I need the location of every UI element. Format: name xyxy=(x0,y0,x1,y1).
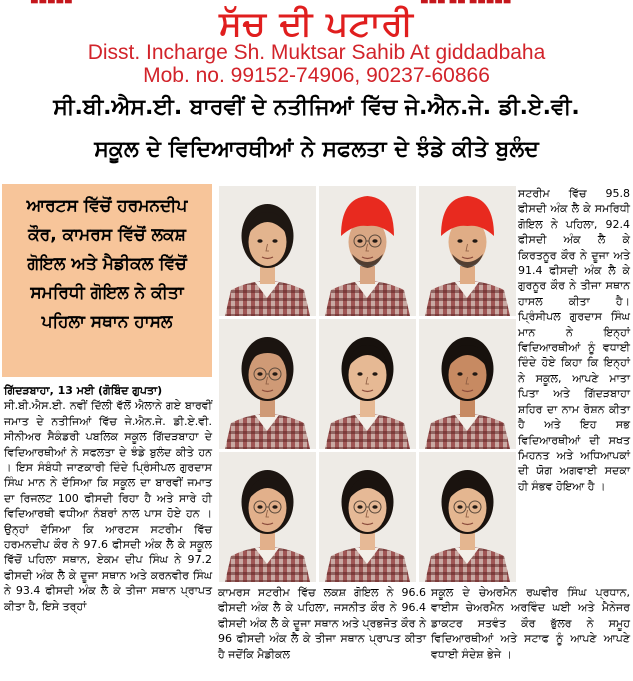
highlight-text: ਆਰਟਸ ਵਿੱਚੋਂ ਹਰਮਨਦੀਪ ਕੌਰ, ਕਾਮਰਸ ਵਿੱਚੋਂ ਲਕਸ਼ ਗੋਇਲ ਅਤੇ ਮੈਡੀਕਲ ਵਿੱਚੋਂ ਸਮਰਿਧੀ ਗੋਇਲ ਨੇ ਕੀਤਾ ਪਹਿਲਾ ਸਥਾਨ ਹਾਸਲ xyxy=(26,196,188,332)
student-photo xyxy=(419,319,516,449)
article-bottom-right: ਸਕੂਲ ਦੇ ਚੇਅਰਮੈਨ ਰਘਵੀਰ ਸਿੰਘ ਪ੍ਰਧਾਨ, ਵਾਈਸ ਚੇਅਰਮੈਨ ਅਰਵਿੰਦ ਘਈ ਅਤੇ ਮੈਨੇਜਰ ਡਾਕਟਰ ਸਤਵੰਤ ਕੌਰ ਭੁੱਲਰ ਨੇ ਸਮੂਹ ਵਿਦਿਆਰਥੀਆਂ ਅਤੇ ਸਟਾਫ ਨੂੰ ਆਪਣੇ ਆਪਣੇ ਵਧਾਈ ਸੰਦੇਸ਼ ਭੇਜੇ । xyxy=(431,586,630,661)
student-photo xyxy=(319,452,416,582)
mobile-numbers-line: Mob. no. 99152-74906, 90237-60866 xyxy=(143,64,490,87)
student-photo xyxy=(419,452,516,582)
article-column-1 xyxy=(4,383,212,614)
strip-mark-right: ▬▬▬ ▬▬ ▬▬▬▬▬ xyxy=(420,0,512,7)
article-bottom-middle: ਕਾਮਰਸ ਸਟਰੀਮ ਵਿੱਚ ਲਕਸ਼ ਗੋਇਲ ਨੇ 96.6 ਫੀਸਦੀ ਅੰਕ ਲੈ ਕੇ ਪਹਿਲਾ, ਜਸਨੀਤ ਕੌਰ ਨੇ 96.4 ਫੀਸਦੀ ਅੰਕ ਲੈ ਕੇ ਦੂਜਾ ਸਥਾਨ ਅਤੇ ਪ੍ਰਭਜੋਤ ਕੌਰ ਨੇ 96 ਫੀਸਦੀ ਅੰਕ ਲੈ ਕੇ ਤੀਜਾ ਸਥਾਨ ਪ੍ਰਾਪਤ ਕੀਤਾ ਹੈ ਜਦੋਂਕਿ ਮੈਡੀਕਲ xyxy=(218,586,426,661)
article-body-col1: ਸੀ.ਬੀ.ਐਸ.ਈ. ਨਵੀਂ ਦਿੱਲੀ ਵੱਲੋਂ ਐਲਾਨੇ ਗਏ ਬਾਰਵੀਂ ਜਮਾਤ ਦੇ ਨਤੀਜਿਆਂ ਵਿੱਚ ਜੇ.ਐਨ.ਜੇ. ਡੀ.ਏ.ਵੀ. ਸੀਨੀਅਰ ਸੈਕੰਡਰੀ ਪਬਲਿਕ ਸਕੂਲ ਗਿੱਦੜਬਾਹਾ ਦੇ ਵਿਦਿਆਰਥੀਆਂ ਨੇ ਸਫਲਤਾ ਦੇ ਝੰਡੇ ਬੁਲੰਦ ਕੀਤੇ ਹਨ । ਇਸ ਸੰਬੰਧੀ ਜਾਣਕਾਰੀ ਦਿੰਦੇ ਪ੍ਰਿੰਸੀਪਲ ਗੁਰਦਾਸ ਸਿੰਘ ਮਾਨ ਨੇ ਦੱਸਿਆ ਕਿ ਸਕੂਲ ਦਾ ਬਾਰਵੀਂ ਜਮਾਤ ਦਾ ਰਿਜਲਟ 100 ਫੀਸਦੀ ਰਿਹਾ ਹੈ ਅਤੇ ਸਾਰੇ ਹੀ ਵਿਦਿਆਰਥੀ ਵਧੀਆ ਨੰਬਰਾਂ ਨਾਲ ਪਾਸ ਹੋਏ ਹਨ । ਉਨ੍ਹਾਂ ਦੱਸਿਆ ਕਿ ਆਰਟਸ ਸਟਰੀਮ ਵਿੱਚ ਹਰਮਨਦੀਪ ਕੌਰ ਨੇ 97.6 ਫੀਸਦੀ ਅੰਕ ਲੈ ਕੇ ਸਕੂਲ ਵਿੱਚੋਂ ਪਹਿਲਾ ਸਥਾਨ, ਏਕਮ ਦੀਪ ਸਿੰਘ ਨੇ 97.2 ਫੀਸਦੀ ਅੰਕ ਲੈ ਕੇ ਦੂਜਾ ਸਥਾਨ ਅਤੇ ਕਰਨਵੀਰ ਸਿੰਘ ਨੇ 93.4 ਫੀਸਦੀ ਅੰਕ ਲੈ ਕੇ ਤੀਜਾ ਸਥਾਨ ਪ੍ਰਾਪਤ ਕੀਤਾ ਹੈ, ਇਸੇ ਤਰ੍ਹਾਂ xyxy=(4,399,212,613)
student-photo xyxy=(419,186,516,316)
headline-line-2: ਸਕੂਲ ਦੇ ਵਿਦਿਆਰਥੀਆਂ ਨੇ ਸਫਲਤਾ ਦੇ ਝੰਡੇ ਕੀਤੇ ਬੁਲੰਦ xyxy=(94,137,539,162)
highlight-box xyxy=(2,184,212,377)
district-incharge-line: Disst. Incharge Sh. Muktsar Sahib At giddadbaha xyxy=(87,41,546,64)
student-photo-grid xyxy=(219,186,516,582)
article-column-3: ਸਟਰੀਮ ਵਿੱਚ 95.8 ਫੀਸਦੀ ਅੰਕ ਲੈ ਕੇ ਸਮਰਿਧੀ ਗੋਇਲ ਨੇ ਪਹਿਲਾ, 92.4 ਫੀਸਦੀ ਅੰਕ ਲੈ ਕੇ ਕਿਰਤਨੂਰ ਕੌਰ ਨੇ ਦੂਜਾ ਅਤੇ 91.4 ਫੀਸਦੀ ਅੰਕ ਲੈ ਕੇ ਗੁਰਨੂਰ ਕੌਰ ਨੇ ਤੀਜਾ ਸਥਾਨ ਹਾਸਲ ਕੀਤਾ ਹੈ। ਪ੍ਰਿੰਸੀਪਲ ਗੁਰਦਾਸ ਸਿੰਘ ਮਾਨ ਨੇ ਇਨ੍ਹਾਂ ਵਿਦਿਆਰਥੀਆਂ ਨੂੰ ਵਧਾਈ ਦਿੰਦੇ ਹੋਏ ਕਿਹਾ ਕਿ ਇਨ੍ਹਾਂ ਨੇ ਸਕੂਲ, ਆਪਣੇ ਮਾਤਾ ਪਿਤਾ ਅਤੇ ਗਿੱਦੜਬਾਹਾ ਸ਼ਹਿਰ ਦਾ ਨਾਮ ਰੋਸ਼ਨ ਕੀਤਾ ਹੈ ਅਤੇ ਇਹ ਸਭ ਵਿਦਿਆਰਥੀਆਂ ਦੀ ਸਖਤ ਮਿਹਨਤ ਅਤੇ ਅਧਿਆਪਕਾਂ ਦੀ ਯੋਗ ਅਗਵਾਈ ਸਦਕਾ ਹੀ ਸੰਭਵ ਹੋਇਆ ਹੈ । xyxy=(518,187,630,493)
student-photo xyxy=(219,319,316,449)
student-photo xyxy=(219,452,316,582)
headline-line-1: ਸੀ.ਬੀ.ਐਸ.ਈ. ਬਾਰਵੀਂ ਦੇ ਨਤੀਜਿਆਂ ਵਿੱਚ ਜੇ.ਐਨ.ਜੇ. ਡੀ.ਏ.ਵੀ. xyxy=(53,95,580,120)
dateline: ਗਿੱਦੜਬਾਹਾ, 13 ਮਈ (ਗੋਬਿੰਦ ਗੁਪਤਾ) xyxy=(4,384,163,397)
strip-mark-left: ▬▬▬▬▬ xyxy=(30,0,73,7)
student-photo xyxy=(219,186,316,316)
student-photo xyxy=(319,186,416,316)
student-photo xyxy=(319,319,416,449)
masthead-title: ਸੱਚ ਦੀ ਪਟਾਰੀ xyxy=(219,4,414,44)
